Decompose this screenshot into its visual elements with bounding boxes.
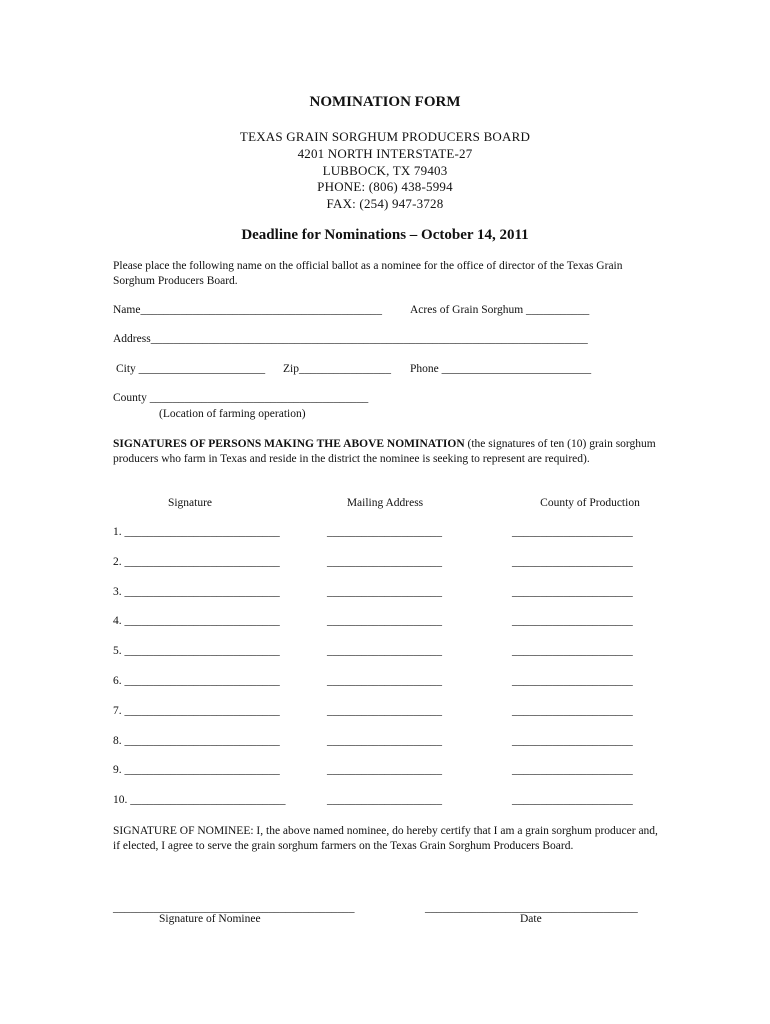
form-title: NOMINATION FORM — [309, 94, 461, 110]
mailing-address-line-1[interactable]: ____________________ — [327, 526, 442, 538]
org-name: TEXAS GRAIN SORGHUM PRODUCERS BOARD — [239, 129, 531, 144]
county-line-7[interactable]: _____________________ — [512, 704, 633, 717]
signature-line-2[interactable]: 2. ___________________________ — [113, 555, 280, 568]
signatures-note: (the signatures of ten (10) grain sorghum producers who farm in Texas and reside in the district the nominee is seeking to represent are required). — [113, 438, 656, 465]
org-city: LUBBOCK, TX 79403 — [322, 163, 448, 178]
county-line-2[interactable]: _____________________ — [512, 555, 633, 568]
signature-line-4[interactable]: 4. ___________________________ — [113, 615, 280, 628]
signature-line-8[interactable]: 8. ___________________________ — [113, 734, 280, 747]
phone-field[interactable]: Phone __________________________ — [410, 363, 592, 375]
date-label: Date — [520, 913, 542, 925]
org-phone: PHONE: (806) 438-5994 — [317, 179, 453, 194]
org-address: 4201 NORTH INTERSTATE-27 — [297, 146, 473, 161]
intro-paragraph: Please place the following name on the official ballot as a nominee for the office of director of the Texas Grain Sorghum Producers Board. — [113, 260, 623, 287]
signature-line-7[interactable]: 7. ___________________________ — [113, 704, 280, 717]
col-county: County of Production — [540, 497, 640, 509]
org-fax: FAX: (254) 947-3728 — [326, 196, 444, 211]
mailing-address-line-3[interactable]: ____________________ — [327, 585, 442, 598]
nominee-signature-line[interactable]: __________________________________________ — [113, 902, 355, 914]
nominee-signature-label: Signature of Nominee — [159, 913, 261, 925]
signature-line-9[interactable]: 9. ___________________________ — [113, 764, 280, 777]
signature-line-3[interactable]: 3. ___________________________ — [113, 585, 280, 598]
city-field[interactable]: City ______________________ — [116, 363, 266, 375]
address-field[interactable]: Address____________________________________________________________________________ — [113, 333, 588, 345]
county-line-10[interactable]: _____________________ — [512, 794, 633, 807]
mailing-address-line-4[interactable]: ____________________ — [327, 615, 442, 628]
county-field[interactable]: County ______________________________________ — [113, 392, 369, 404]
deadline-heading: Deadline for Nominations – October 14, 2011 — [241, 227, 529, 243]
county-line-3[interactable]: _____________________ — [512, 585, 633, 598]
acres-field[interactable]: Acres of Grain Sorghum ___________ — [410, 304, 590, 316]
signature-line-10[interactable]: 10. ___________________________ — [113, 794, 286, 807]
county-line-4[interactable]: _____________________ — [512, 615, 633, 628]
county-line-6[interactable]: _____________________ — [512, 675, 633, 687]
date-line[interactable]: _____________________________________ — [425, 902, 638, 914]
signatures-heading: SIGNATURES OF PERSONS MAKING THE ABOVE NOMINATION — [113, 438, 465, 450]
signature-line-1[interactable]: 1. ___________________________ — [113, 526, 280, 538]
zip-field[interactable]: Zip________________ — [283, 363, 391, 375]
col-mailing-address: Mailing Address — [346, 497, 424, 509]
certification-paragraph: SIGNATURE OF NOMINEE: I, the above named nominee, do hereby certify that I am a grain sorghum producer and, if elected, I agree to serve the grain sorghum farmers on the Texas Grain Sorghum Producers Board. — [113, 825, 658, 852]
signatures-instructions — [113, 437, 658, 467]
mailing-address-line-7[interactable]: ____________________ — [327, 704, 442, 717]
mailing-address-line-9[interactable]: ____________________ — [327, 764, 442, 777]
mailing-address-line-6[interactable]: ____________________ — [327, 675, 442, 687]
county-note: (Location of farming operation) — [159, 408, 306, 420]
signature-line-6[interactable]: 6. ___________________________ — [113, 675, 280, 687]
name-field[interactable]: Name__________________________________________ — [113, 304, 382, 316]
signature-line-5[interactable]: 5. ___________________________ — [113, 645, 280, 658]
col-signature: Signature — [167, 497, 213, 509]
county-line-9[interactable]: _____________________ — [512, 764, 633, 777]
county-line-1[interactable]: _____________________ — [512, 526, 633, 538]
mailing-address-line-8[interactable]: ____________________ — [327, 734, 442, 747]
county-line-8[interactable]: _____________________ — [512, 734, 633, 747]
mailing-address-line-5[interactable]: ____________________ — [327, 645, 442, 658]
mailing-address-line-2[interactable]: ____________________ — [327, 555, 442, 568]
mailing-address-line-10[interactable]: ____________________ — [327, 794, 442, 807]
county-line-5[interactable]: _____________________ — [512, 645, 633, 658]
